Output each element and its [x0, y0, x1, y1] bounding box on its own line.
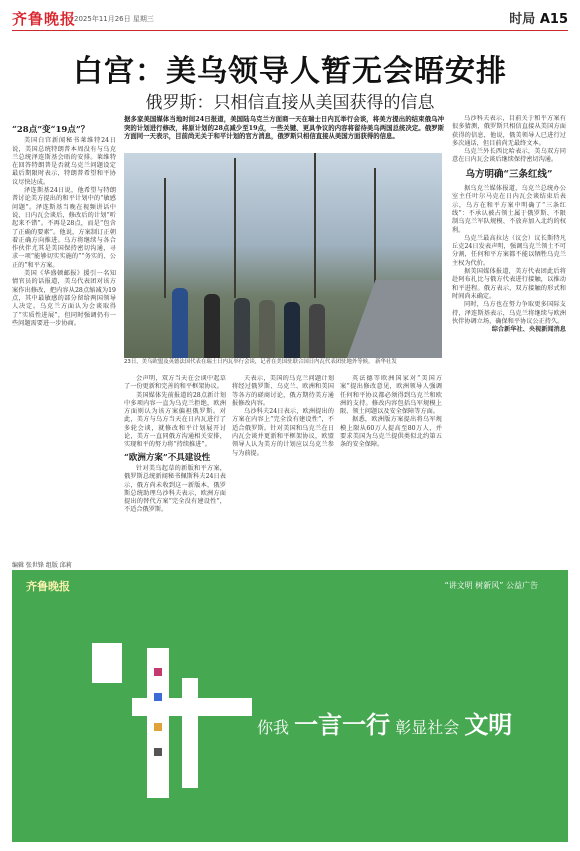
ad-tagline: “讲文明 树新风” 公益广告: [444, 581, 538, 590]
person-shape: [309, 304, 325, 358]
paragraph: 乌沙科夫24日表示，欧洲提出的方案在内容上“完全没有建设性”，不适合俄罗斯。针对美国和乌克兰在日内瓦会谈并更新和平框架协议，欧盟领导人认为美方的计划应以乌克兰参与为前提。: [232, 408, 334, 457]
tree-shape: [374, 168, 376, 298]
road-shape: [347, 280, 442, 358]
section-subtitle: “28点”变“19点”？: [12, 125, 90, 135]
paragraph: 美国《华盛顿邮报》援引一名知情官员的话报道，美乌代表团对该方案作出修改，把内容从28点缩减为19点，其中最敏感的部分留给两国领导人决定。乌克兰方面认为会谈取得了“实质性进展”，但同时强调仍有一些问题需要进一步协商。: [12, 270, 116, 327]
paragraph: 乌克兰外长西比哈表示，美乌双方同意在日内瓦会谈后继续保持密切沟通。: [452, 148, 566, 164]
person-shape: [259, 300, 275, 358]
paragraph: 英法德等欧洲国家对“美国方案”提出修改意见，欧洲领导人强调任何和平协议都必须得到乌克兰和欧洲的支持。修改内容包括乌军规模上限、领土问题以及安全保障等方面。: [340, 375, 442, 416]
slogan-highlight: 一言一行: [294, 710, 391, 739]
slogan-part: 你我: [257, 718, 290, 737]
section-name: 时局: [509, 12, 536, 27]
editor-credit: 编辑 张世锋 组版 邱莉: [12, 562, 72, 569]
paragraph: 会声明，双方当天在会谈中起草了一份更新和完善的和平框架协议。: [124, 375, 226, 391]
section-subtitle: “欧洲方案”不具建设性: [124, 452, 211, 463]
page-number: A15: [539, 12, 568, 27]
paragraph: 乌克兰最高拉达（议会）议长斯特凡丘克24日发表声明，强调乌克兰领土不可分割，任何和平方案都不能以牺牲乌克兰主权为代价。: [452, 234, 566, 267]
person-shape: [234, 298, 250, 358]
paragraph: 据悉，欧洲版方案提出将乌军规模上限从60万人提高至80万人，并要求美国为乌克兰提供类似北约第五条的安全保障。: [340, 416, 442, 449]
paragraph: 夫表示，美国的乌克兰问题计划将经过俄罗斯、乌克兰、欧洲和美国等各方的磋商讨论，俄方期待美方通报修改内容。: [232, 375, 334, 407]
section-subtitle: 乌方明确“三条红线”: [465, 168, 553, 180]
slogan-highlight: 文明: [464, 710, 513, 739]
slogan-part: 彰显社会: [395, 718, 460, 737]
paragraph: 据乌克兰媒体报道，乌克兰总统办公室主任叶尔马克在日内瓦会谈结束后表示，乌方在和平方案中明确了“三条红线”：不承认被占领土属于俄罗斯、不限制乌克兰军队规模、不放弃加入北约的权利。: [452, 185, 566, 234]
article-column-5: [452, 115, 566, 555]
article-column-1: [12, 122, 116, 550]
paragraph: 同时，乌方也在努力争取更多国际支持，泽连斯基表示，乌克兰将继续与欧洲伙伴协调立场，确保和平协议公正持久。: [452, 301, 566, 325]
article-column-2: [124, 375, 226, 555]
ad-slogan: [257, 705, 512, 740]
newspaper-logo: 齐鲁晚报: [12, 10, 77, 28]
public-service-ad: [12, 570, 568, 842]
section-label: [509, 8, 568, 27]
paragraph: 针对美乌起草的新版和平方案，俄罗斯总统新闻秘书佩斯科夫24日表示，俄方尚未收到这一新版本，俄罗斯总统助理乌沙科夫表示，欧洲方面提出的替代方案“完全没有建设性”，不适合俄罗斯。: [124, 464, 226, 514]
person-shape: [172, 288, 188, 358]
issue-date: 2025年11月26日 星期三: [74, 15, 154, 23]
subheadline: 俄罗斯：只相信直接从美国获得的信息: [145, 93, 435, 113]
paragraph: 据美国媒体报道，美方代表团此后将赴阿布扎比与俄方代表进行接触，以推动和平进程。俄方表示，双方接触的形式和时间尚未确定。: [452, 268, 566, 300]
paragraph: 美国白宫新闻秘书莱维特24日说，美国总统特朗普本周没有与乌克兰总统泽连斯基会晤的安排。莱维特在回答特朗普是否就乌克兰问题设定最后期限时表示，特朗普希望和平协议尽快达成。: [12, 137, 116, 186]
news-photo: [124, 153, 442, 358]
headline: 白宫：美乌领导人暂无会晤安排: [73, 54, 507, 89]
paragraph: 乌沙科夫表示，目前关于和平方案有很多猜测，俄罗斯只相信直接从美国方面获得的信息，他说，俄美领导人已进行过多次通话，但目前尚无最终文本。: [452, 115, 566, 147]
article-column-3: [232, 375, 334, 555]
paragraph: 泽连斯基24日说，他希望与特朗普讨论美方提出的和平计划中的“敏感问题”。泽连斯基当晚在视频讲话中说，日内瓦会谈后，修改后的计划“听起来不错”。不再是28点，而是“包含了正确的要素”。他说，方案制订正朝着正确方向推进。乌方将继续与各合作伙伴尤其是美国保持密切沟通，寻求一项“能够切实实施的”“务实的、公正的”和平方案。: [12, 187, 116, 269]
tree-shape: [234, 158, 236, 298]
article-column-4: [340, 375, 442, 555]
masthead: [12, 8, 568, 31]
rang-character-road-graphic: [92, 638, 252, 798]
lead-paragraph: 据多家美国媒体当地时间24日报道，美国陆乌克兰方面商一天在瑞士日内瓦举行会谈，将美方提出的结束俄乌冲突的计划进行修改，将原计划的28点减少至19点，一些关键、更具争议的内容将留待美乌两国总统决定。俄罗斯方面同一天表示，目前尚无关于和平计划的官方消息，俄罗斯只相信直接从美国方面获得的信息。: [124, 115, 444, 141]
paragraph: 美国媒体先前报道的28点新计划中多项内容一直为乌克兰拒绝，欧洲方面则认为该方案偏袒俄罗斯。对此，美方与乌方当天在日内瓦进行了多轮会谈，就修改和平计划展开讨论，美方一直同俄方沟通相关安排，实现和平的努力将“持续推进”。: [124, 391, 226, 449]
tree-shape: [314, 153, 316, 298]
tree-shape: [164, 178, 166, 298]
person-shape: [284, 302, 300, 358]
ad-logo: 齐鲁晚报: [26, 580, 70, 593]
photo-caption: 23日，美乌欧盟及英德法国代表在瑞士日内瓦举行会谈，记者在美国驻联合国日内瓦代表团驻地外等候。 新华社发: [124, 359, 397, 365]
person-shape: [204, 294, 220, 358]
article-credit: 综合新华社、央视新闻消息: [491, 326, 566, 334]
